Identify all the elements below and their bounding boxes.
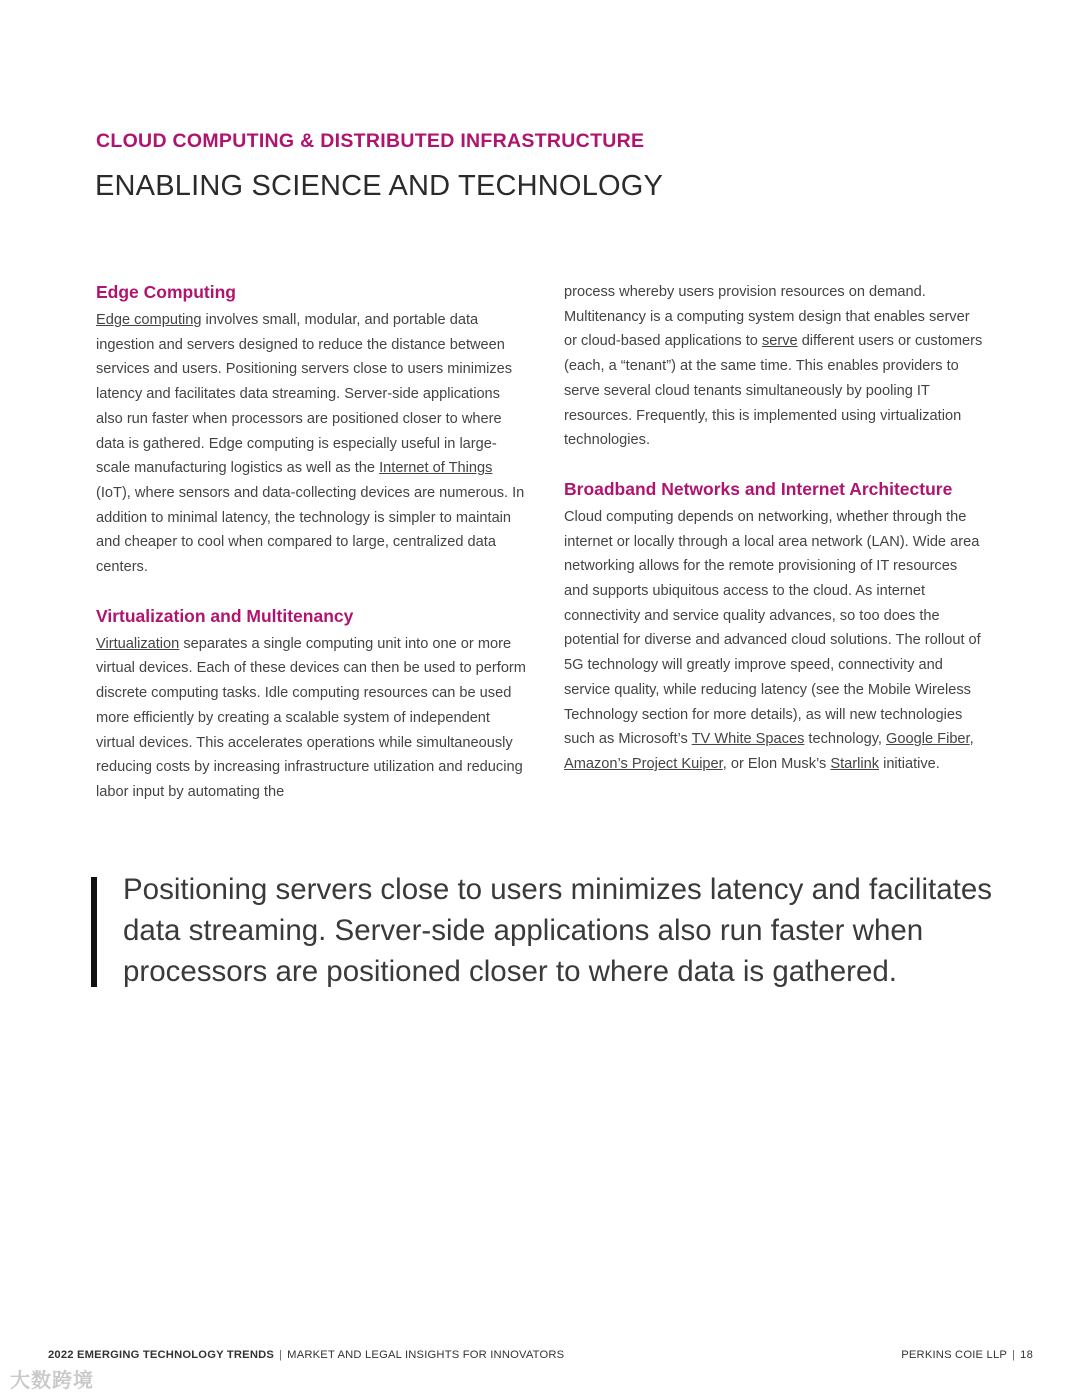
multitenancy-paragraph [564,280,984,453]
pull-quote: Positioning servers close to users minimizes latency and facilitates data streaming. Server-side applications also run faster when processors are positioned closer to where data is gathered. [123,873,992,988]
project-kuiper-link[interactable]: Amazon’s Project Kuiper [564,755,723,772]
footer-separator: | [279,1349,283,1361]
broadband-text-3: , [969,731,974,748]
footer-report-title: 2022 EMERGING TECHNOLOGY TRENDS [48,1349,275,1361]
internet-of-things-link[interactable]: Internet of Things [379,460,493,477]
section-kicker: CLOUD COMPUTING & DISTRIBUTED INFRASTRUCTURE [96,130,645,152]
footer-separator-right: | [1012,1349,1016,1361]
pull-quote-bar [91,877,97,987]
edge-text-1: involves small, modular, and portable data ingestion and servers designed to reduce the distance between services and users. Positioning servers close to users minimizes latency and facilitates data streaming. Server-side applications also run faster when processors are positioned closer to where data is gathered. Edge computing is especially useful in large-scale manufacturing logistics as well as the [96,312,513,477]
page-title: ENABLING SCIENCE AND TECHNOLOGY [95,170,664,202]
broadband-text-5: initiative. [879,755,940,772]
broadband-text-4: , or Elon Musk’s [722,755,831,772]
footer-left [48,1349,564,1361]
serve-link[interactable]: serve [761,333,798,350]
virtualization-link[interactable]: Virtualization [96,635,180,652]
broadband-text-1: Cloud computing depends on networking, whether through the internet or locally through a local area network (LAN). Wide area networking allows for the remote provisioning of IT resources and supports ubiquitous access to the cloud. As internet connectivity and service quality advances, so too does the potential for diverse and advanced cloud solutions. The rollout of 5G technology will greatly improve speed, connectivity and service quality, while reducing latency (see the Mobile Wireless Technology section for more details), as will new technologies such as Microsoft’s [564,508,981,748]
right-column [564,280,984,777]
footer-subtitle: MARKET AND LEGAL INSIGHTS FOR INNOVATORS [287,1349,565,1361]
edge-computing-link[interactable]: Edge computing [96,312,202,328]
starlink-link[interactable]: Starlink [830,755,880,772]
broadband-paragraph [564,505,984,777]
virtualization-heading: Virtualization and Multitenancy [96,605,354,626]
footer-right [901,1349,1033,1361]
broadband-text-2: technology, [804,731,887,748]
page-number: 18 [1020,1349,1033,1361]
virtualization-text-2: process whereby users provision resources on demand. Multitenancy is a computing system design that enables server or cloud-based applications to [564,284,970,350]
edge-computing-paragraph [96,308,526,580]
footer-firm: PERKINS COIE LLP [901,1349,1008,1361]
tv-white-spaces-link[interactable]: TV White Spaces [691,731,805,748]
broadband-heading: Broadband Networks and Internet Architecture [564,478,953,499]
edge-computing-heading: Edge Computing [96,282,236,302]
google-fiber-link[interactable]: Google Fiber [886,731,970,748]
watermark: 大数跨境 [10,1370,94,1392]
virtualization-text-1: separates a single computing unit into one or more virtual devices. Each of these devices can then be used to perform discrete computing tasks. Idle computing resources can be used more efficiently by creating a scalable system of independent virtual devices. This accelerates operations while simultaneously reducing costs by increasing infrastructure utilization and reducing labor input by automating the [96,635,526,800]
virtualization-text-3: different users or customers (each, a “tenant”) at the same time. This enables providers to serve several cloud tenants simultaneously by pooling IT resources. Frequently, this is implemented using virtualization technologies. [564,333,983,449]
virtualization-paragraph [96,632,526,805]
edge-text-2: (IoT), where sensors and data-collecting devices are numerous. In addition to minimal latency, the technology is simpler to maintain and cheaper to cool when compared to large, centralized data centers. [96,484,525,576]
left-column [96,280,526,805]
